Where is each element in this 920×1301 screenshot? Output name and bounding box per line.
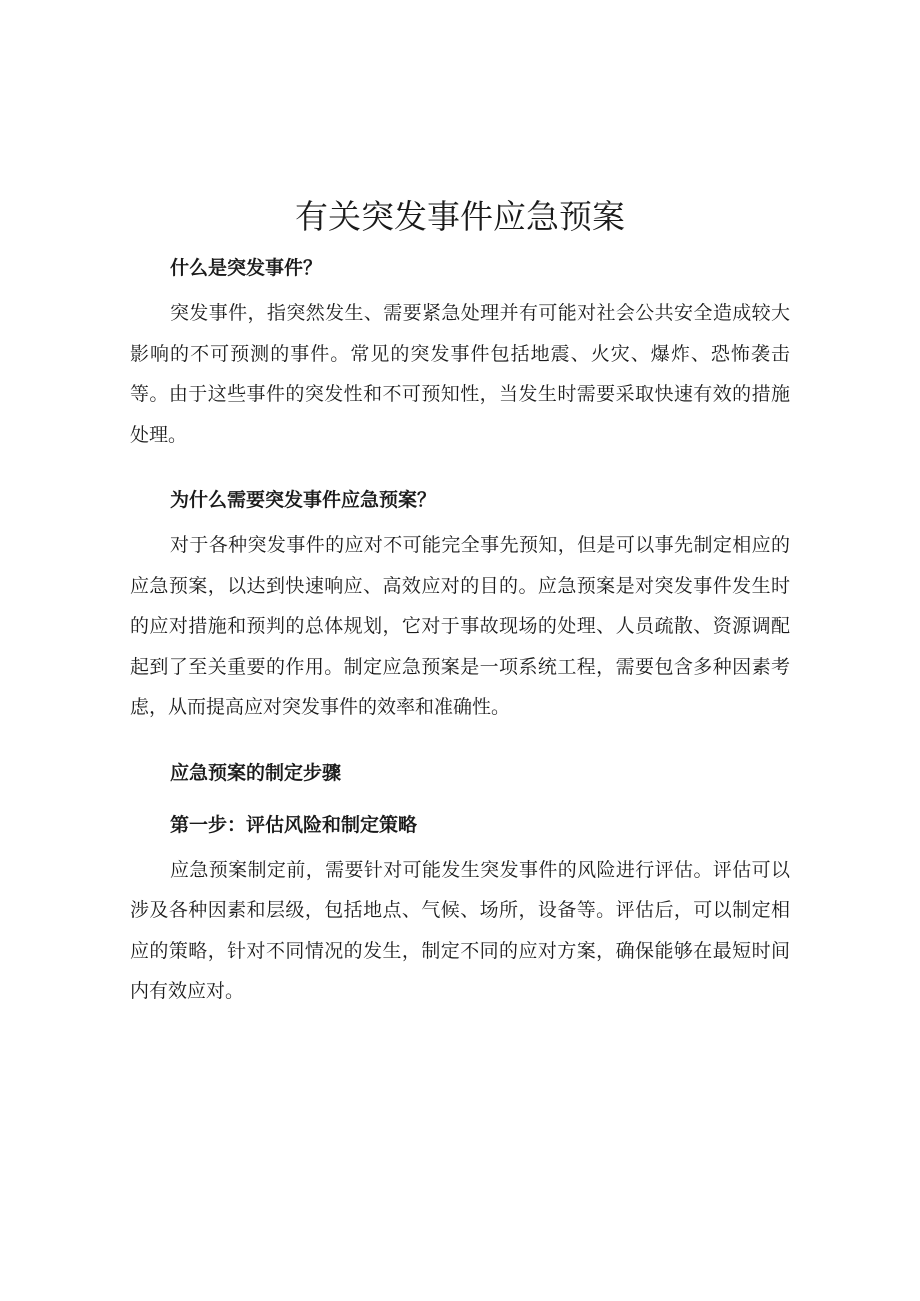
section-heading: 应急预案的制定步骤 xyxy=(170,761,342,784)
document-body xyxy=(130,248,790,1012)
document-title: 有关突发事件应急预案 xyxy=(295,197,625,236)
spacer xyxy=(130,728,790,753)
spacer xyxy=(130,793,790,805)
section-what-is-emergency xyxy=(130,248,790,455)
section-heading: 第一步：评估风险和制定策略 xyxy=(170,813,418,836)
section-step-one xyxy=(130,805,790,1012)
section-why-plan xyxy=(130,480,790,728)
spacer xyxy=(130,455,790,480)
section-heading: 什么是突发事件？ xyxy=(170,257,323,279)
section-plan-steps xyxy=(130,753,790,793)
section-heading: 为什么需要突发事件应急预案？ xyxy=(170,489,437,511)
section-paragraph: 对于各种突发事件的应对不可能完全事先预知，但是可以事先制定相应的应急预案，以达到快速响应、高效应对的目的。应急预案是对突发事件发生时的应对措施和预判的总体规划，它对于事故现场的处理、人员疏散、资源调配起到了至关重要的作用。制定应急预案是一项系统工程，需要包含多种因素考虑，从而提高应对突发事件的效率和准确性。 xyxy=(130,534,790,718)
section-paragraph: 应急预案制定前，需要针对可能发生突发事件的风险进行评估。评估可以涉及各种因素和层级，包括地点、气候、场所，设备等。评估后，可以制定相应的策略，针对不同情况的发生，制定不同的应对方案，确保能够在最短时间内有效应对。 xyxy=(130,858,790,1002)
section-paragraph: 突发事件，指突然发生、需要紧急处理并有可能对社会公共安全造成较大影响的不可预测的事件。常见的突发事件包括地震、火灾、爆炸、恐怖袭击等。由于这些事件的突发性和不可预知性，当发生时需要采取快速有效的措施处理。 xyxy=(130,302,790,446)
